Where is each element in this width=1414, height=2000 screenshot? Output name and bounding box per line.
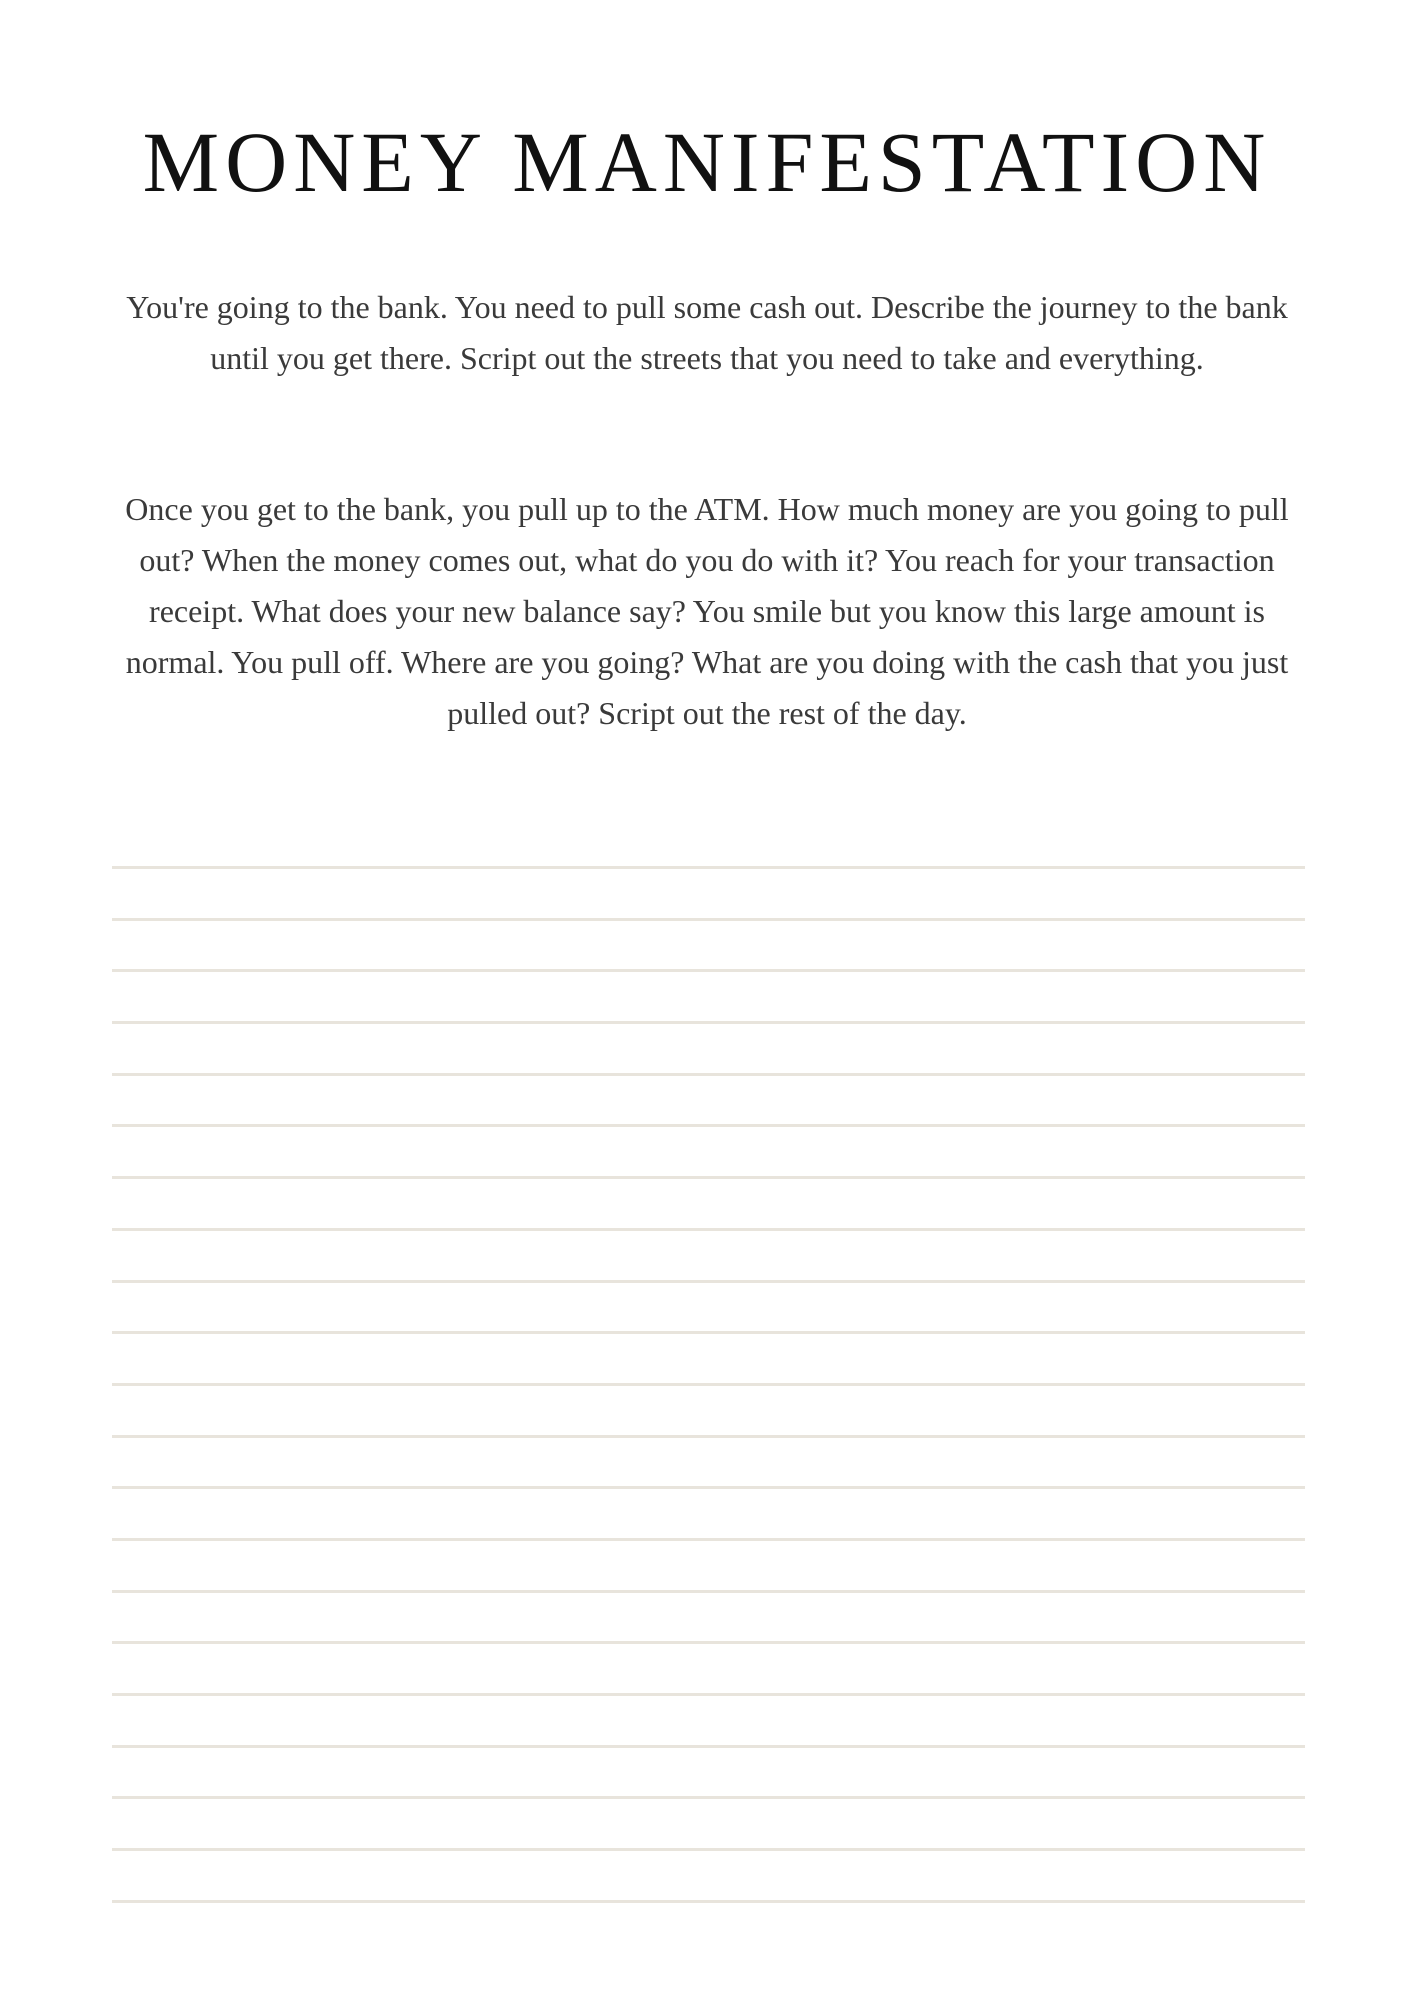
- writing-line: [112, 1331, 1305, 1334]
- writing-line: [112, 1021, 1305, 1024]
- writing-line: [112, 1538, 1305, 1541]
- prompt-paragraph-1: You're going to the bank. You need to pull some cash out. Describe the journey to the bank until you get there. Script out the streets that you need to take and everything.: [126, 289, 1288, 376]
- writing-line: [112, 1124, 1305, 1127]
- writing-line: [112, 866, 1305, 869]
- writing-line: [112, 1693, 1305, 1696]
- writing-line: [112, 1280, 1305, 1283]
- writing-line: [112, 1590, 1305, 1593]
- writing-line: [112, 1486, 1305, 1489]
- writing-line: [112, 1435, 1305, 1438]
- writing-line: [112, 969, 1305, 972]
- writing-lines: [112, 866, 1305, 1951]
- prompt-paragraph-2: Once you get to the bank, you pull up to the ATM. How much money are you going to pull out? When the money comes out, what do you do with it? You reach for your transaction receipt. What does your new balance say? You smile but you know this large amount is normal. You pull off. Where are you going? What are you doing with the cash that you just pulled out? Script out the rest of the day.: [125, 491, 1289, 731]
- writing-line: [112, 1176, 1305, 1179]
- writing-line: [112, 1073, 1305, 1076]
- page-title: MONEY MANIFESTATION: [142, 114, 1272, 210]
- writing-line: [112, 1900, 1305, 1903]
- writing-line: [112, 918, 1305, 921]
- writing-line: [112, 1641, 1305, 1644]
- writing-line: [112, 1228, 1305, 1231]
- writing-line: [112, 1383, 1305, 1386]
- writing-line: [112, 1848, 1305, 1851]
- writing-line: [112, 1745, 1305, 1748]
- writing-line: [112, 1796, 1305, 1799]
